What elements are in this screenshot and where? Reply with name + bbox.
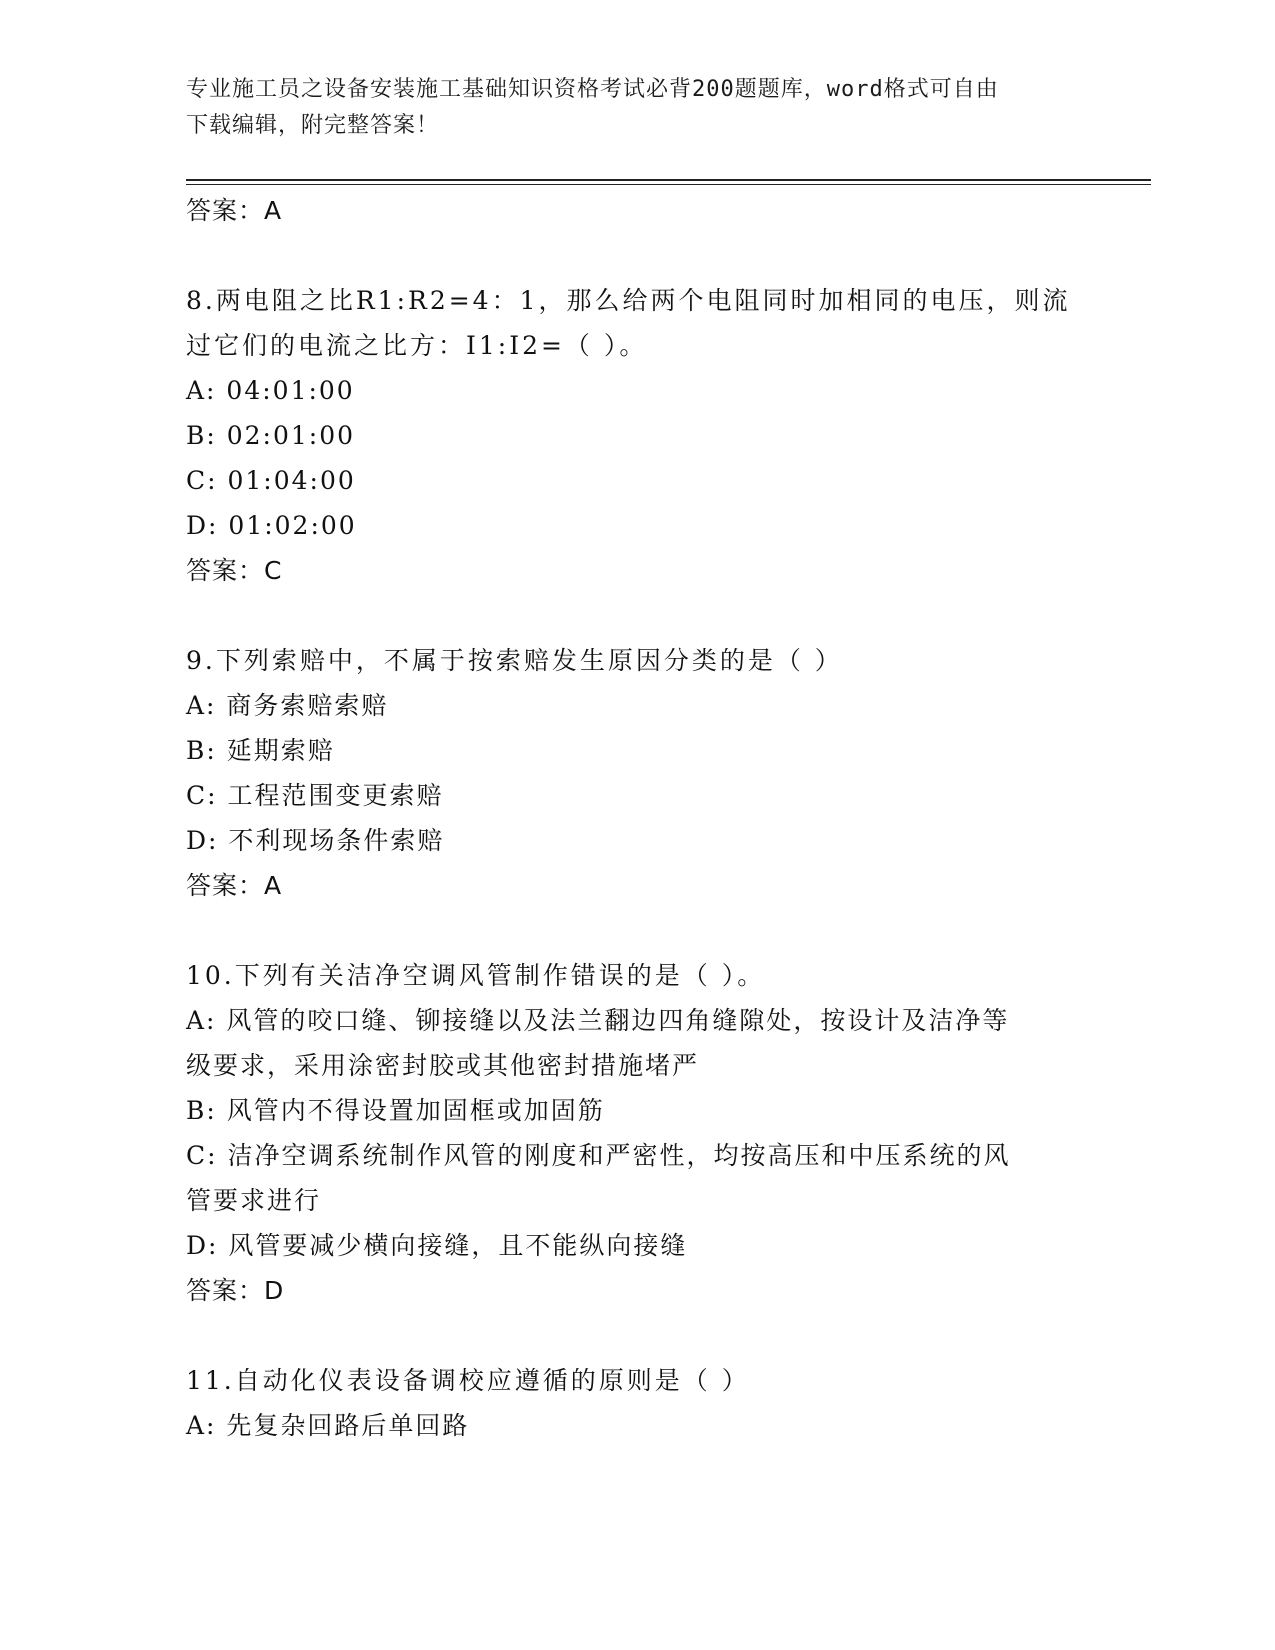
header-divider-thick bbox=[186, 179, 1151, 181]
question-text: 11.自动化仪表设备调校应遵循的原则是（ ） bbox=[186, 1366, 750, 1395]
option-a: A: 04:01:00 bbox=[186, 376, 355, 405]
option-d: D: 风管要减少横向接缝，且不能纵向接缝 bbox=[186, 1231, 688, 1260]
option-c-continued: 管要求进行 bbox=[186, 1186, 322, 1215]
answer-label: 答案：D bbox=[186, 1276, 285, 1305]
option-c: C: 工程范围变更索赔 bbox=[186, 781, 444, 810]
question-text: 9.下列索赔中，不属于按索赔发生原因分类的是（ ） bbox=[186, 646, 843, 675]
document-body bbox=[186, 188, 1086, 1448]
question-10 bbox=[186, 953, 1086, 1313]
spacer bbox=[186, 233, 1086, 278]
option-a-continued: 级要求，采用涂密封胶或其他密封措施堵严 bbox=[186, 1051, 700, 1080]
option-b: B: 02:01:00 bbox=[186, 421, 356, 450]
option-d: D: 01:02:00 bbox=[186, 511, 357, 540]
option-a: A: 先复杂回路后单回路 bbox=[186, 1411, 470, 1440]
option-c: C: 洁净空调系统制作风管的刚度和严密性，均按高压和中压系统的风 bbox=[186, 1141, 1011, 1170]
question-text: 8.两电阻之比R1:R2=4：1，那么给两个电阻同时加相同的电压，则流 bbox=[186, 286, 1071, 315]
question-text: 10.下列有关洁净空调风管制作错误的是（ ）。 bbox=[186, 961, 766, 990]
header-divider-thin bbox=[186, 184, 1151, 185]
header-line-1: 专业施工员之设备安装施工基础知识资格考试必背200题题库，word格式可自由 bbox=[186, 77, 999, 102]
option-b: B: 风管内不得设置加固框或加固筋 bbox=[186, 1096, 605, 1125]
spacer bbox=[186, 908, 1086, 953]
question-text-continued: 过它们的电流之比方：I1:I2=（ ）。 bbox=[186, 331, 648, 360]
option-a: A: 风管的咬口缝、铆接缝以及法兰翻边四角缝隙处，按设计及洁净等 bbox=[186, 1006, 1010, 1035]
spacer bbox=[186, 1313, 1086, 1358]
question-8 bbox=[186, 278, 1086, 593]
spacer bbox=[186, 593, 1086, 638]
page-header bbox=[186, 72, 1066, 144]
previous-answer: 答案：A bbox=[186, 196, 283, 225]
option-a: A: 商务索赔索赔 bbox=[186, 691, 389, 720]
option-b: B: 延期索赔 bbox=[186, 736, 335, 765]
answer-label: 答案：A bbox=[186, 871, 283, 900]
option-d: D: 不利现场条件索赔 bbox=[186, 826, 445, 855]
header-line-2: 下载编辑，附完整答案！ bbox=[186, 113, 440, 138]
question-11 bbox=[186, 1358, 1086, 1448]
answer-label: 答案：C bbox=[186, 556, 283, 585]
question-9 bbox=[186, 638, 1086, 908]
option-c: C: 01:04:00 bbox=[186, 466, 356, 495]
